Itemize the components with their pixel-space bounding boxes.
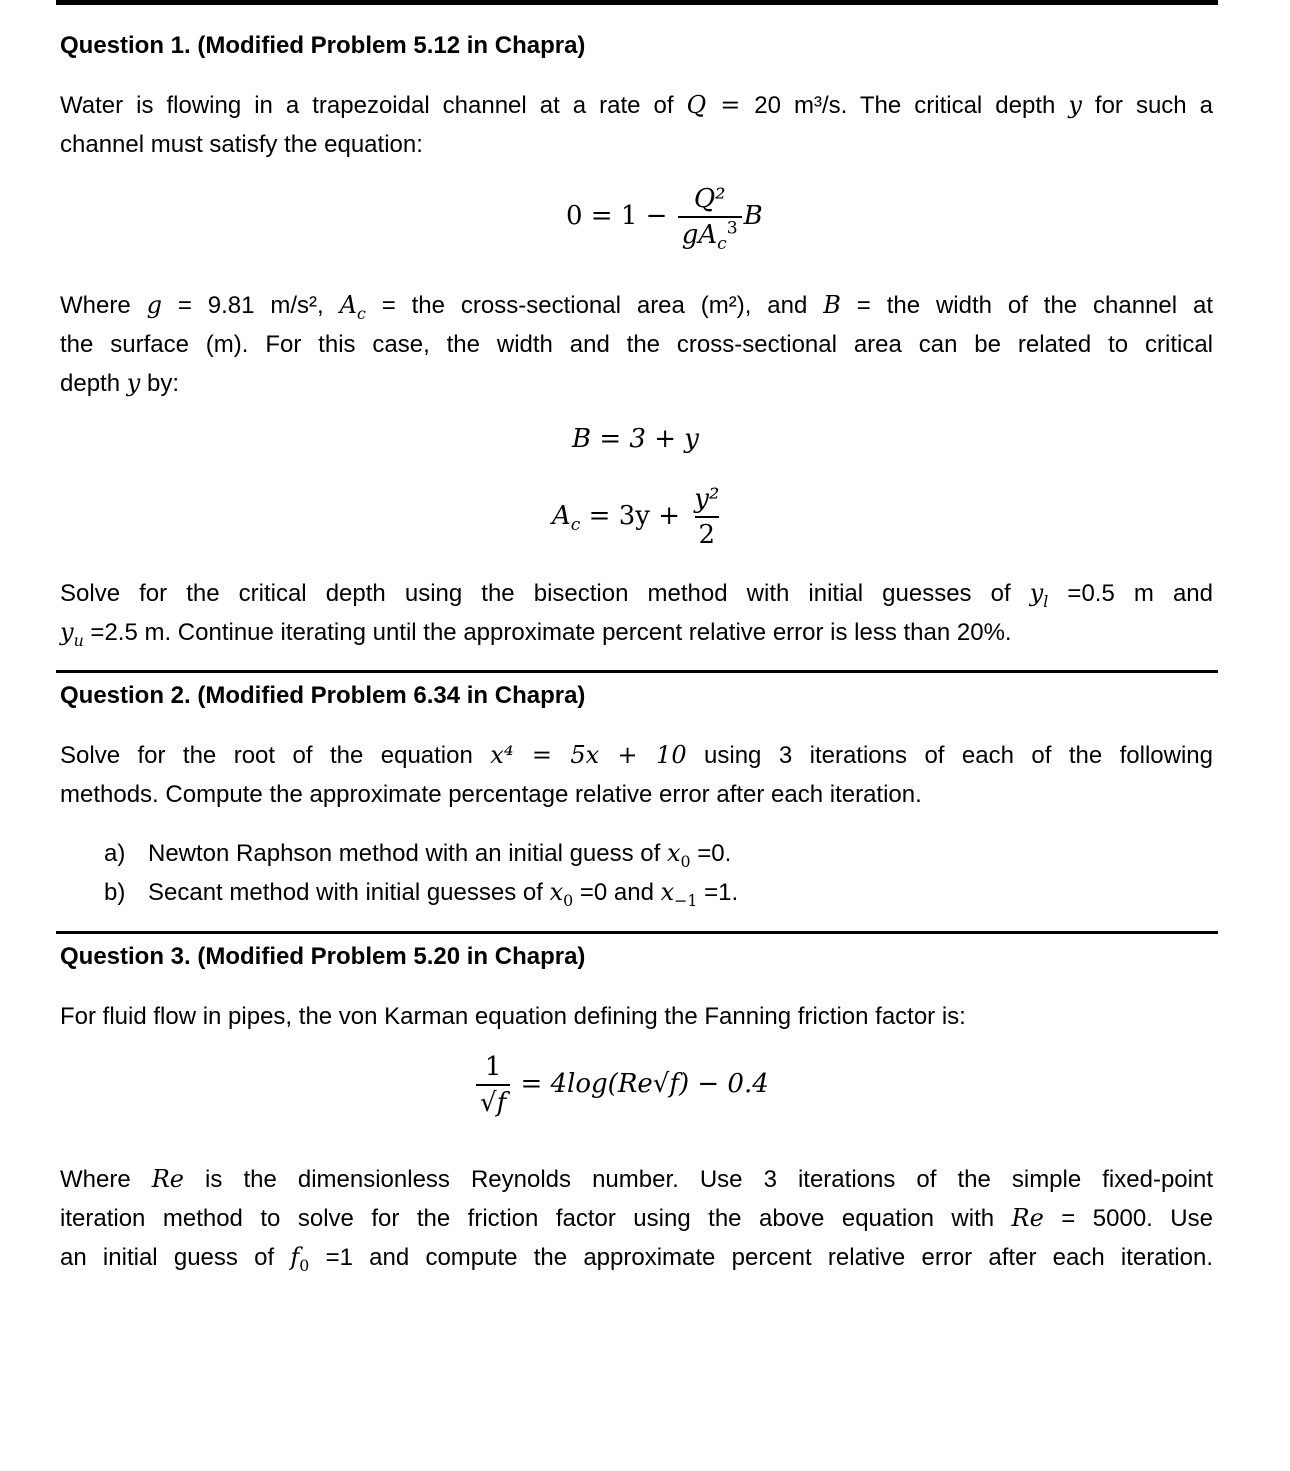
q3-task-line-3: an initial guess of $f_0 =1$ and compute the approximate percent relative error after each iteration. (60, 1243, 1213, 1275)
q1-intro-line-2: channel must satisfy the equation: (60, 131, 423, 158)
q1-def-line-1: Where g = 9.81 m/s², $A_c$ = the cross-sectional area (m²), and B = the width of the channel at (60, 291, 1214, 323)
question-2-methods (104, 834, 738, 912)
area-equation: $A_c = 3y$ + $\frac{\text{y²}}{2}$ (552, 484, 725, 550)
von-karman-equation: $\frac{1}{√f}$ = 4log(Re√f) − 0.4 (474, 1052, 769, 1118)
critical-depth-equation: 0 = 1 − $\frac{\text{Q²}}{gA_c^3}$ B (566, 184, 763, 255)
q2-intro-line-2: methods. Compute the approximate percentage relative error after each iteration. (60, 781, 922, 808)
question-1-title: Question 1. (Modified Problem 5.12 in Chapra) (60, 32, 586, 59)
von-karman-fraction: $\frac{1}{√f}$ (476, 1052, 510, 1118)
q3-task-line-1: Where Re is the dimensionless Reynolds number. Use 3 iterations of the simple fixed-point (60, 1165, 1213, 1193)
question-1-intro (60, 86, 1213, 164)
area-fraction: $\frac{\text{y²}}{2}$ (694, 484, 720, 550)
list-item: b) Secant method with initial guesses of $x_0 =0$ and $x_{-1} =1$. (104, 878, 739, 910)
q1-intro-line-1: Water is flowing in a trapezoidal channel at a rate of Q = 20 m³/s. The critical depth y for such a (60, 91, 1213, 119)
question-3-title: Question 3. (Modified Problem 5.20 in Chapra) (60, 943, 586, 970)
list-item: a) Newton Raphson method with an initial guess of $x_0 =0$. (104, 839, 732, 871)
divider-q2-q3 (56, 931, 1218, 934)
question-2-intro (60, 736, 1213, 814)
q1-task-line-2: $y_u =2.5$ m. Continue iterating until the approximate percent relative error is less than 20%. (60, 618, 1012, 650)
width-equation: B = 3 + y (572, 424, 699, 454)
q1-def-line-3: depth y by: (60, 369, 179, 397)
q3-intro-line-1: For fluid flow in pipes, the von Karman equation defining the Fanning friction factor is: (60, 1003, 966, 1030)
q1-def-line-2: the surface (m). For this case, the width and the cross-sectional area can be related to critical (60, 331, 1213, 358)
q3-task-line-2: iteration method to solve for the friction factor using the above equation with Re = 5000. Use (60, 1204, 1213, 1232)
q2-intro-line-1: Solve for the root of the equation x⁴ = 5x + 10 using 3 iterations of each of the following (60, 741, 1214, 769)
question-1-task (60, 574, 1213, 652)
eq1-fraction: $\frac{\text{Q²}}{gA_c^3}$ (678, 184, 742, 250)
top-rule (56, 0, 1218, 5)
question-2-title: Question 2. (Modified Problem 6.34 in Chapra) (60, 682, 586, 709)
q1-task-line-1: Solve for the critical depth using the bisection method with initial guesses of $y_l =0.5$ m and (60, 579, 1213, 611)
question-3-intro (60, 997, 1213, 1036)
question-1-definitions (60, 286, 1213, 403)
question-3-task (60, 1160, 1213, 1277)
divider-q1-q2 (56, 670, 1218, 673)
